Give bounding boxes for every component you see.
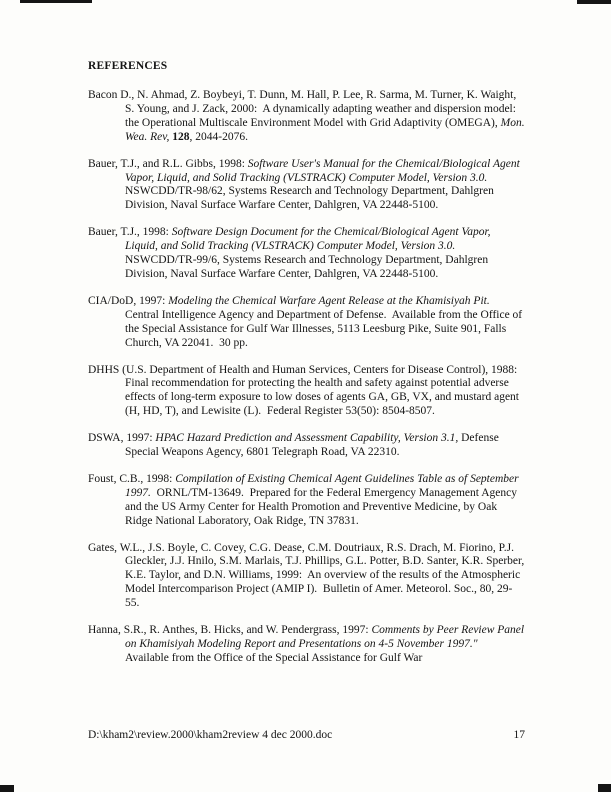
footer-filepath: D:\kham2\review.2000\kham2review 4 dec 2000.doc: [88, 729, 333, 741]
reference-text: Foust, C.B., 1998:: [88, 472, 176, 485]
scan-artifact: [20, 0, 92, 3]
reference-text: Modeling the Chemical Warfare Agent Release at the Khamisiyah Pit.: [168, 294, 490, 307]
reference-entry: [88, 295, 526, 351]
page-content: [88, 60, 526, 679]
reference-text: ORNL/TM-13649. Prepared for the Federal Emergency Management Agency and the US Army Center for Health Promotion and Preventive Medicine, by Oak Ridge National Laboratory, Oak Ridge, TN 37831.: [125, 486, 520, 527]
reference-entry: [88, 226, 526, 282]
reference-text: Bauer, T.J., and R.L. Gibbs, 1998:: [88, 157, 248, 170]
reference-text: , 2044-2076.: [189, 130, 248, 143]
reference-text: Bacon D., N. Ahmad, Z. Boybeyi, T. Dunn, M. Hall, P. Lee, R. Sarma, M. Turner, K. Waight, S. Young, and J. Zack, 2000: A dynamically adapting weather and dispersion model: the Operational Multiscale Environment Model with Grid Adaptivity (OMEGA),: [88, 89, 520, 129]
reference-entry: [88, 158, 526, 214]
page-title: REFERENCES: [88, 60, 168, 72]
reference-entry: [88, 624, 526, 666]
reference-text: Central Intelligence Agency and Department of Defense. Available from the Office of the Special Assistance for Gulf War Illnesses, 5113 Leesburg Pike, Suite 901, Falls Church, VA 22041. 30 pp.: [125, 294, 526, 349]
reference-text: CIA/DoD, 1997:: [88, 294, 169, 307]
reference-text: NSWCDD/TR-99/6, Systems Research and Technology Department, Dahlgren Division, Naval Surface Warfare Center, Dahlgren, VA 22448-5100.: [125, 240, 491, 280]
reference-text: Gates, W.L., J.S. Boyle, C. Covey, C.G. Dease, C.M. Doutriaux, R.S. Drach, M. Fiorino, P.J. Gleckler, J.J. Hnilo, S.M. Marlais, T.J. Phillips, G.L. Potter, B.D. Santer, K.R. Sperber, K.E. Taylor, and D.N. Williams, 1999: An overview of the results of the Atmospheric Model Intercomparison Project (AMIP I). Bulletin of Amer. Meteorol. Soc., 80, 29-55.: [88, 541, 528, 610]
reference-text: Comments by Peer Review Panel on Khamisiyah Modeling Report and Presentations on 4-5 November 1997.": [125, 624, 527, 650]
reference-text: HPAC Hazard Prediction and Assessment Capability, Version 3.1,: [155, 432, 459, 445]
reference-text: Hanna, S.R., R. Anthes, B. Hicks, and W. Pendergrass, 1997:: [88, 624, 372, 637]
reference-text: 128: [172, 130, 190, 143]
reference-entry: [88, 89, 526, 145]
reference-text: Available from the Office of the Special Assistance for Gulf War: [125, 638, 483, 664]
reference-entry: [88, 432, 526, 460]
reference-text: Bauer, T.J., 1998:: [88, 226, 172, 239]
reference-text: Software User's Manual for the Chemical/Biological Agent Vapor, Liquid, and Solid Tracking (VLSTRACK) Computer Model, Version 3.0.: [125, 157, 523, 184]
reference-text: Compilation of Existing Chemical Agent Guidelines Table as of September 1997.: [125, 472, 522, 499]
scan-artifact: [0, 785, 14, 792]
reference-text: DHHS (U.S. Department of Health and Human Services, Centers for Disease Control), 1988: Final recommendation for protecting the health and safety against potential adverse effects of long-term exposure to low doses of agents GA, GB, VX, and mustard agent (H, HD, T), and Lewisite (L). Federal Register 53(50): 8504-8507.: [88, 363, 523, 418]
reference-text: Software Design Document for the Chemical/Biological Agent Vapor, Liquid, and Solid Tracking (VLSTRACK) Computer Model, Version 3.0.: [125, 226, 494, 253]
reference-entry: [88, 364, 526, 420]
reference-entry: [88, 542, 526, 612]
references-list: [88, 89, 526, 666]
page-number: 17: [513, 729, 525, 741]
reference-entry: [88, 473, 526, 529]
scan-artifact: [577, 0, 611, 4]
reference-text: DSWA, 1997:: [88, 432, 156, 445]
reference-text: NSWCDD/TR-98/62, Systems Research and Technology Department, Dahlgren Division, Naval Surface Warfare Center, Dahlgren, VA 22448-5100.: [125, 171, 497, 212]
scan-artifact: [598, 784, 611, 792]
reference-text: Defense Special Weapons Agency, 6801 Telegraph Road, VA 22310.: [125, 432, 502, 459]
reference-text: Mon. Wea. Rev,: [125, 116, 528, 143]
page-footer: [88, 729, 525, 741]
